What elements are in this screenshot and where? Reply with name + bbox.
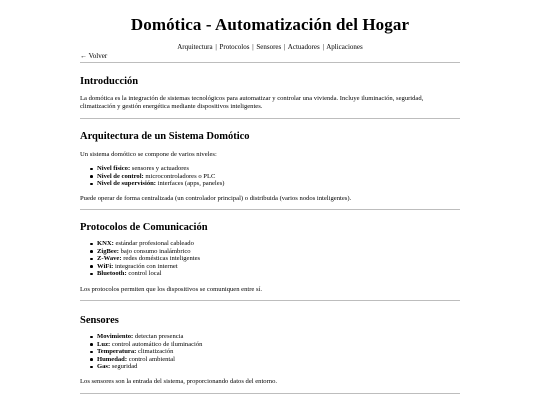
- arquitectura-lead: Un sistema domótico se compone de varios niveles:: [80, 151, 217, 158]
- list-item: [88, 348, 458, 356]
- nav-separator: |: [284, 43, 286, 51]
- list-item: [88, 248, 458, 256]
- nav-link-aplicaciones[interactable]: Aplicaciones: [326, 43, 363, 51]
- item-term: KNX:: [97, 240, 114, 247]
- bullet-icon: [90, 250, 93, 253]
- divider: [80, 393, 460, 394]
- bullet-icon: [90, 273, 93, 276]
- page-title: Domótica - Automatización del Hogar: [130, 15, 410, 34]
- section-heading-arquitectura: Arquitectura de un Sistema Domótico: [80, 131, 250, 142]
- bullet-icon: [90, 336, 93, 339]
- list-item: [88, 356, 458, 364]
- section-heading-protocolos: Protocolos de Comunicación: [80, 222, 208, 233]
- item-term: Movimiento:: [97, 333, 134, 340]
- item-term: Gas:: [97, 363, 111, 370]
- item-desc: bajo consumo inalámbrico: [118, 247, 191, 255]
- list-item: [88, 333, 458, 341]
- item-term: Z-Wave:: [97, 255, 122, 262]
- bullet-icon: [90, 366, 93, 369]
- nav-link-arquitectura[interactable]: Arquitectura: [177, 43, 213, 51]
- top-nav: [0, 43, 540, 52]
- item-term: Luz:: [97, 340, 111, 348]
- item-desc: climatización: [136, 348, 174, 355]
- item-desc: sensores y actuadores: [130, 165, 189, 172]
- protocolos-closing: Los protocolos permiten que los dispositivos se comuniquen entre sí.: [80, 286, 263, 293]
- item-term: Nivel físico:: [97, 165, 131, 172]
- item-desc: control local: [126, 270, 162, 277]
- divider: [80, 209, 460, 210]
- item-term: Nivel de supervisión:: [97, 180, 156, 187]
- bullet-icon: [90, 258, 93, 261]
- item-desc: estándar profesional cableado: [113, 240, 194, 247]
- divider: [80, 62, 460, 63]
- arquitectura-list: [88, 165, 458, 188]
- item-desc: redes domésticas inteligentes: [121, 255, 201, 262]
- item-desc: control ambiental: [127, 355, 176, 363]
- item-term: Bluetooth:: [97, 270, 127, 277]
- list-item: [88, 165, 458, 173]
- item-desc: microcontroladores o PLC: [143, 172, 216, 180]
- list-item: [88, 263, 458, 271]
- list-item: [88, 240, 458, 248]
- item-term: ZigBee:: [97, 247, 119, 255]
- intro-text: La domótica es la integración de sistemas tecnológicos para automatizar y controlar una vivienda. Incluye iluminación, seguridad, climatización y gestión energética mediante dispositivos inteligentes.: [80, 95, 424, 110]
- list-item: [88, 173, 458, 181]
- nav-separator: |: [215, 43, 217, 51]
- item-desc: integración con internet: [113, 262, 178, 270]
- bullet-icon: [90, 343, 93, 346]
- bullet-icon: [90, 243, 93, 246]
- bullet-icon: [90, 175, 93, 178]
- item-term: Humedad:: [97, 355, 128, 363]
- nav-link-actuadores[interactable]: Actuadores: [287, 43, 320, 51]
- divider: [80, 300, 460, 301]
- protocolos-list: [88, 240, 458, 278]
- bullet-icon: [90, 351, 93, 354]
- sensores-list: [88, 333, 458, 371]
- back-link[interactable]: ← Volver: [80, 52, 108, 60]
- arquitectura-closing: Puede operar de forma centralizada (un controlador principal) o distribuida (varios nodos inteligentes).: [80, 195, 352, 202]
- item-desc: detectan presencia: [133, 333, 184, 340]
- nav-link-protocolos[interactable]: Protocolos: [219, 43, 250, 51]
- bullet-icon: [90, 358, 93, 361]
- item-desc: control automático de iluminación: [110, 340, 203, 348]
- list-item: [88, 363, 458, 371]
- item-desc: interfaces (apps, paneles): [155, 180, 225, 187]
- nav-link-sensores[interactable]: Sensores: [256, 43, 282, 51]
- bullet-icon: [90, 265, 93, 268]
- item-term: Nivel de control:: [97, 172, 144, 180]
- nav-separator: |: [322, 43, 324, 51]
- divider: [80, 118, 460, 119]
- list-item: [88, 255, 458, 263]
- item-desc: seguridad: [110, 363, 138, 370]
- item-term: Temperatura:: [97, 348, 137, 355]
- section-heading-sensores: Sensores: [80, 315, 119, 326]
- list-item: [88, 341, 458, 349]
- section-heading-introduccion: Introducción: [80, 76, 139, 87]
- bullet-icon: [90, 183, 93, 186]
- nav-separator: |: [252, 43, 254, 51]
- list-item: [88, 270, 458, 278]
- bullet-icon: [90, 168, 93, 171]
- list-item: [88, 180, 458, 188]
- item-term: WiFi:: [97, 262, 114, 270]
- sensores-closing: Los sensores son la entrada del sistema, proporcionando datos del entorno.: [80, 378, 278, 385]
